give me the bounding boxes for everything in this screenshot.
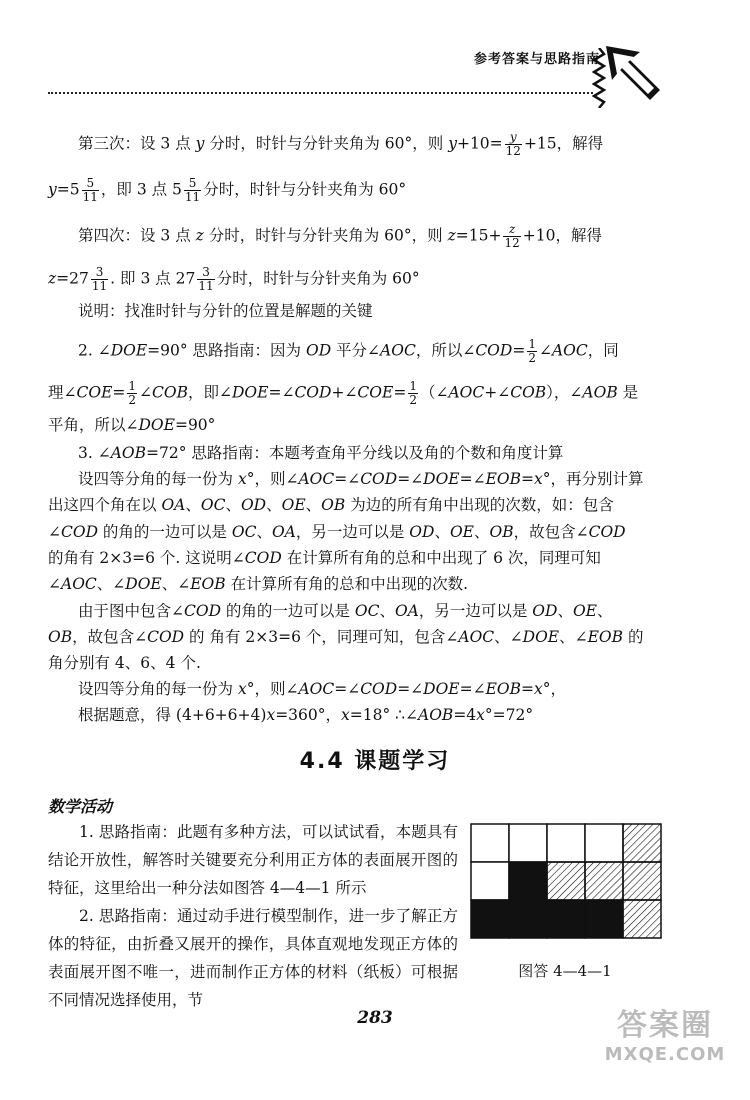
- line-3: 第四次：设 3 点 z 分时，时针与分针夹角为 60°，则 z=15+ $\frac{z}{12}$ +10，解得: [78, 222, 602, 250]
- line-15: 由于图中包含∠COD 的角的一边可以是 OC、OA，另一边可以是 OD、OE、: [78, 602, 613, 620]
- fraction: $\frac{1}{2}$: [128, 379, 137, 407]
- grid-cell-white: [509, 824, 547, 862]
- fraction: $\frac{5}{11}$: [184, 176, 201, 204]
- line-6: 2. ∠DOE=90° 思路指南：因为 OD 平分∠AOC，所以∠COD= $\frac{1}{2}$ ∠AOC，同: [78, 337, 619, 365]
- watermark-text: 答案圈: [617, 1008, 713, 1043]
- grid-cell-hatch: [623, 824, 661, 862]
- grid-cell-hatch: [623, 900, 661, 938]
- fraction: $\frac{1}{2}$: [409, 379, 417, 407]
- fraction: $\frac{3}{11}$: [91, 265, 108, 293]
- line-18: 设四等分角的每一份为 x°，则∠AOC=∠COD=∠DOE=∠EOB=x°，: [78, 680, 567, 698]
- page-header: [0, 0, 750, 120]
- page-number: 283: [357, 1008, 393, 1028]
- line-8: 平角，所以∠DOE=90°: [48, 416, 216, 434]
- grid-cell-white: [471, 862, 509, 900]
- line-10: 设四等分角的每一份为 x°，则∠AOC=∠COD=∠DOE=∠EOB=x°，再分别计算: [78, 470, 644, 488]
- grid-cell-white: [585, 824, 623, 862]
- fraction: $\frac{y}{12}$: [505, 130, 521, 158]
- line-9: 3. ∠AOB=72° 思路指南：本题考查角平分线以及角的个数和角度计算: [78, 444, 564, 462]
- arrow-icon: [598, 38, 668, 108]
- line-1: 第三次：设 3 点 y 分时，时针与分针夹角为 60°，则 y+10= $\frac{y}{12}$ +15，解得: [78, 130, 604, 158]
- cube-net-figure: [470, 823, 662, 940]
- fraction: $\frac{3}{11}$: [198, 265, 214, 293]
- line-16: OB，故包含∠COD 的 角有 2×3=6 个，同理可知，包含∠AOC、∠DOE、∠EOB 的: [48, 628, 644, 646]
- header-divider: [48, 92, 593, 94]
- fraction: $\frac{1}{2}$: [528, 337, 536, 365]
- watermark-logo: [595, 1000, 735, 1090]
- line-7: 理∠COE= $\frac{1}{2}$ ∠COB，即∠DOE=∠COD+∠COE= $\frac{1}{2}$ （∠AOC+∠COB），∠AOB 是: [48, 379, 639, 407]
- line-12: ∠COD 的角的一边可以是 OC、OA，另一边可以是 OD、OE、OB，故包含∠COD: [48, 523, 626, 541]
- answer-paragraph-1: 1. 思路指南：此题有多种方法，可以试试看，本题具有结论开放性，解答时关键要充分利用正方体的表面展开图的特征，这里给出一种分法如图答 4—4—1 所示: [48, 823, 458, 897]
- grid-cell-hatch: [547, 862, 585, 900]
- grid-cell-black: [509, 900, 547, 938]
- watermark-domain: MXQE.COM: [604, 1044, 726, 1065]
- line-17: 角分别有 4、6、4 个.: [48, 654, 201, 672]
- header-title: 参考答案与思路指南: [473, 52, 600, 67]
- grid-cell-black: [547, 900, 585, 938]
- grid-cell-black: [471, 900, 509, 938]
- answer-paragraph-2: 2. 思路指南：通过动手进行模型制作，进一步了解正方体的特征，由折叠又展开的操作，具体直观地发现正方体的表面展开图不唯一，进而制作正方体的材料（纸板）可根据不同情况选择使用，节: [48, 907, 458, 1009]
- line-13: 的角有 2×3=6 个. 这说明∠COD 在计算所有角的总和中出现了 6 次，同理可知: [48, 549, 601, 567]
- figure-caption: 图答 4—4—1: [518, 962, 612, 980]
- section-title: 4.4 课题学习: [299, 749, 451, 774]
- fraction: $\frac{5}{11}$: [82, 176, 98, 204]
- line-19: 根据题意，得 (4+6+6+4)x=360°，x=18° ∴∠AOB=4x°=72°: [78, 706, 534, 724]
- line-5: 说明：找准时针与分针的位置是解题的关键: [78, 302, 373, 320]
- fraction: $\frac{z}{12}$: [504, 222, 520, 250]
- grid-cell-white: [547, 824, 585, 862]
- grid-cell-hatch: [623, 862, 661, 900]
- activity-title: 数学活动: [48, 797, 113, 816]
- grid-cell-hatch: [585, 862, 623, 900]
- line-11: 出这四个角在以 OA、OC、OD、OE、OB 为边的所有角中出现的次数，如：包含: [48, 496, 614, 514]
- grid-cell-black: [585, 900, 623, 938]
- line-4: z=27 $\frac{3}{11}$ . 即 3 点 27 $\frac{3}{11}$ 分时，时针与分针夹角为 60°: [48, 265, 420, 293]
- line-14: ∠AOC、∠DOE、∠EOB 在计算所有角的总和中出现的次数.: [48, 575, 468, 593]
- grid-cell-white: [471, 824, 509, 862]
- line-2: y=5 $\frac{5}{11}$ ，即 3 点 5 $\frac{5}{11}$ 分时，时针与分针夹角为 60°: [48, 176, 407, 204]
- grid-cell-black: [509, 862, 547, 900]
